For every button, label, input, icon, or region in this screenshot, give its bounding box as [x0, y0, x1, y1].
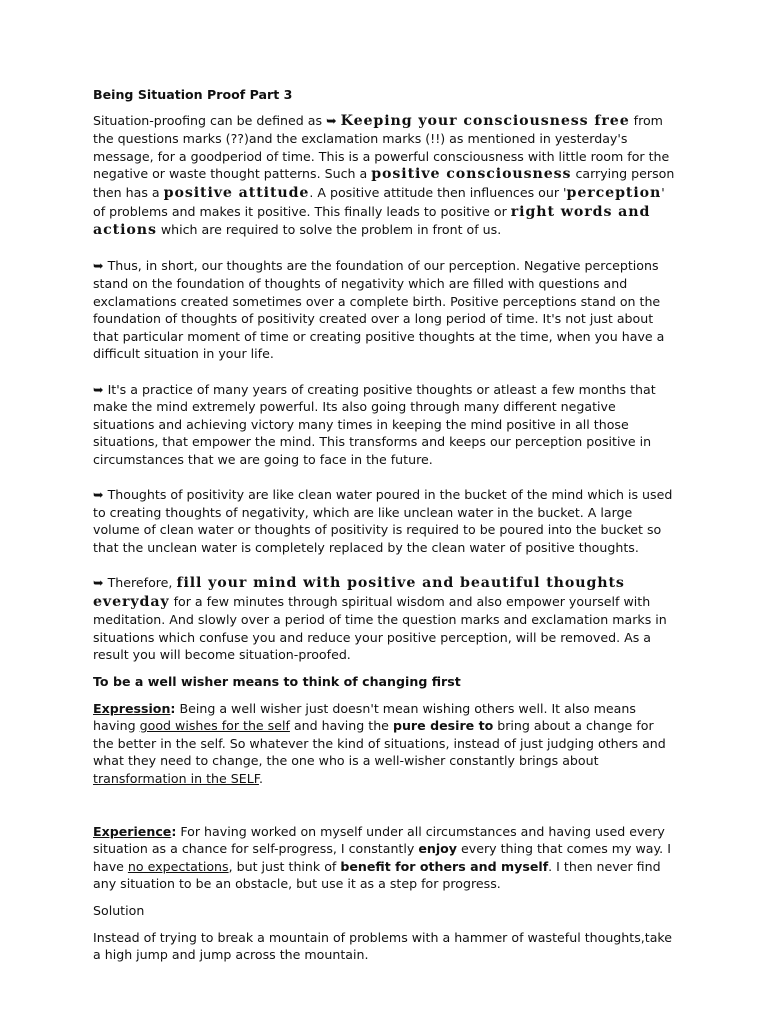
arrow-icon: ➥ [93, 487, 104, 503]
text: carrying person then has a [93, 166, 675, 200]
text: bring about a change for the better in the self. So whatever the kind of situations, instead of just judging others and what they need to change, the one who is a well-wisher constantly brings about [93, 718, 666, 769]
experience-label: Experience [93, 823, 172, 839]
document-title: Being Situation Proof Part 3 [93, 87, 293, 102]
solution-text: Instead of trying to break a mountain of problems with a hammer of wasteful thoughts,take a high jump and jump across the mountain. [93, 929, 673, 963]
paragraph-therefore [93, 574, 676, 664]
text: . I then never find any situation to be an obstacle, but use it as a step for progress. [93, 858, 661, 892]
blank-line [93, 797, 676, 823]
emphasis-text: fill your mind with positive and beautiful thoughts everyday [93, 575, 625, 610]
colon: : [171, 823, 177, 839]
text: for a few minutes through spiritual wisdom and also empower yourself with meditation. And slowly over a period of time the question marks and exclamation marks in situations which confuse you and reduce your positive perception, will be removed. As a result you will become situation-proofed. [93, 593, 667, 663]
text: ' of problems and makes it positive. This finally leads to positive or [93, 184, 665, 219]
text: Therefore, [103, 575, 177, 591]
text: It's a practice of many years of creating positive thoughts or atleast a few months that make the mind extremely powerful. Its also going through many different negative situations and achieving victory many times in keeping the mind positive in all those situations, that empower the mind. This transforms and keeps our perception positive in circumstances that we are going to face in the future. [93, 381, 656, 467]
emphasis-text: perception [566, 184, 662, 201]
expression-label: Expression [93, 700, 171, 716]
paragraph-clean-water [93, 486, 676, 556]
underlined-text: good wishes for the self [139, 718, 290, 734]
bold-text: benefit for others and myself [340, 858, 549, 874]
bold-text: pure desire to [392, 718, 494, 734]
paragraph-expression [93, 700, 676, 788]
emphasis-text: right words and actions [93, 203, 651, 239]
text: Being a well wisher just doesn't mean wishing others well. It also means having [93, 700, 636, 734]
section-heading: To be a well wisher means to think of changing first [93, 674, 461, 689]
text: . [258, 770, 263, 786]
text: Situation-proofing can be defined as [93, 112, 327, 128]
solution-label: Solution [93, 902, 145, 918]
text: Thus, in short, our thoughts are the foundation of our perception. Negative perceptions stand on the foundation of thoughts of negativity which are filled with questions and exclamations created sometimes over a complete birth. Positive perceptions stand on the foundation of thoughts of positivity created over a long period of time. It's not just about that particular moment of time or creating positive thoughts at the time, when you have a difficult situation in your life. [93, 258, 665, 362]
text: and having the [289, 718, 393, 734]
colon: : [170, 700, 176, 716]
emphasis-text: positive attitude [163, 184, 310, 201]
paragraph-experience [93, 823, 676, 893]
paragraph-foundation [93, 257, 676, 363]
text: For having worked on myself under all circumstances and having used every situation as a chance for self-progress, I constantly [93, 823, 665, 857]
emphasis-text: positive consciousness [371, 166, 572, 183]
text: , but just think of [228, 858, 341, 874]
underlined-text: transformation in the SELF [93, 770, 259, 786]
text: Thoughts of positivity are like clean water poured in the bucket of the mind which is used to creating thoughts of negativity, which are like unclean water in the bucket. A large volume of clean water or thoughts of positivity is required to be poured into the bucket so that the unclean water is completely replaced by the clean water of positive thoughts. [93, 487, 673, 555]
bold-text: enjoy [418, 841, 458, 857]
text: . A positive attitude then influences our ' [309, 184, 567, 200]
arrow-icon: ➥ [93, 381, 104, 397]
text: which are required to solve the problem in front of us. [156, 222, 502, 238]
arrow-icon: ➥ [93, 575, 104, 591]
emphasis-text: Keeping your consciousness free [340, 112, 630, 129]
text: from the questions marks (??)and the exclamation marks (!!) as mentioned in yesterday's message, for a goodperiod of time. This is a powerful consciousness with little room for the negative or waste thought patterns. Such a [93, 112, 670, 182]
paragraph-definition [93, 112, 676, 240]
arrow-icon: ➥ [93, 258, 104, 274]
arrow-icon: ➥ [326, 112, 337, 128]
underlined-text: no expectations [127, 858, 229, 874]
paragraph-practice [93, 381, 676, 469]
text: every thing that comes my way. I have [93, 841, 671, 874]
